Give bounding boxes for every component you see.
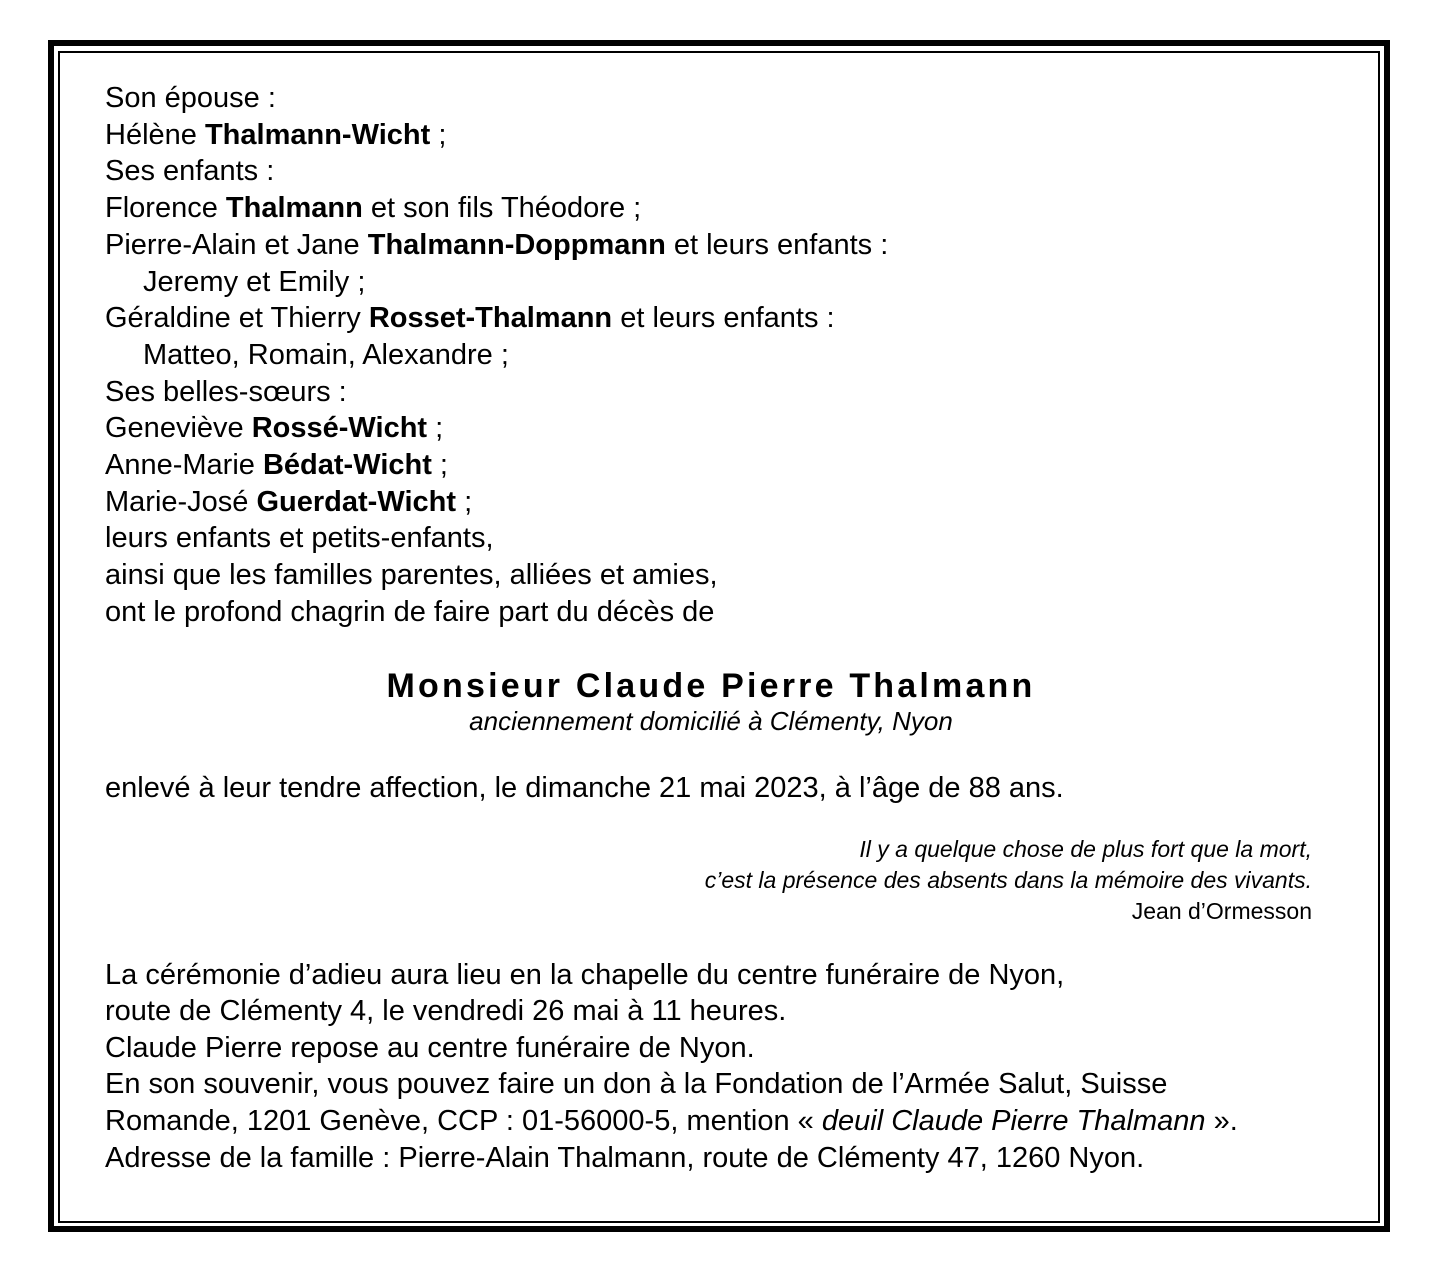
family-list <box>105 80 1365 631</box>
sister-in-law-line-1 <box>105 410 1365 447</box>
child-2-suffix: et leurs enfants : <box>665 228 889 261</box>
child-line-1 <box>105 190 1365 227</box>
ceremony-line-1: La cérémonie d’adieu aura lieu en la chapelle du centre funéraire de Nyon, <box>105 958 1065 991</box>
sister-in-law-line-2 <box>105 447 1365 484</box>
spouse-line <box>105 117 1365 154</box>
deceased-block <box>105 667 1317 737</box>
spouse-suffix: ; <box>430 118 447 151</box>
quote-line-1: Il y a quelque chose de plus fort que la mort, <box>859 835 1312 862</box>
donation-closing-quote: ». <box>1205 1104 1238 1137</box>
descendants-line: leurs enfants et petits-enfants, <box>105 522 494 555</box>
child-3-first-name: Géraldine et Thierry <box>105 302 369 335</box>
deceased-domicile: anciennement domicilié à Clémenty, Nyon <box>469 705 953 736</box>
sister-2-suffix: ; <box>431 449 448 482</box>
sister-3-first-name: Marie-José <box>105 485 257 518</box>
child-line-2 <box>105 227 1365 264</box>
sister-3-suffix: ; <box>456 485 473 518</box>
spouse-surname: Thalmann-Wicht <box>204 118 431 151</box>
families-line: ainsi que les familles parentes, alliées et amies, <box>105 559 718 592</box>
donation-line-2 <box>105 1103 1365 1140</box>
spouse-heading: Son épouse : <box>105 82 276 114</box>
child-3-suffix: et leurs enfants : <box>612 302 835 335</box>
spouse-first-name: Hélène <box>105 118 205 151</box>
ceremony-line-3: Claude Pierre repose au centre funéraire de Nyon. <box>105 1031 755 1064</box>
child-1-suffix: et son fils Théodore ; <box>362 192 642 225</box>
death-date-line: enlevé à leur tendre affection, le dimanche 21 mai 2023, à l’âge de 88 ans. <box>105 771 1064 804</box>
child-line-3 <box>105 300 1365 337</box>
sister-2-first-name: Anne-Marie <box>105 449 263 482</box>
donation-text: Romande, 1201 Genève, CCP : 01-56000-5, mention « <box>105 1104 822 1137</box>
sister-3-surname: Guerdat-Wicht <box>256 485 457 518</box>
ceremony-line-2: route de Clémenty 4, le vendredi 26 mai à 11 heures. <box>105 995 787 1028</box>
children-heading: Ses enfants : <box>105 155 275 188</box>
donation-line-1: En son souvenir, vous pouvez faire un don à la Fondation de l’Armée Salut, Suisse <box>105 1068 1168 1101</box>
announcement-line: ont le profond chagrin de faire part du décès de <box>105 595 715 628</box>
deceased-name: Monsieur Claude Pierre Thalmann <box>386 666 1036 705</box>
sister-1-first-name: Geneviève <box>105 412 252 445</box>
child-3-surname: Rosset-Thalmann <box>368 302 613 335</box>
sister-2-surname: Bédat-Wicht <box>262 449 432 482</box>
child-3-grandchildren: Matteo, Romain, Alexandre ; <box>143 338 509 371</box>
quote-line-2: c’est la présence des absents dans la mémoire des vivants. <box>704 866 1312 893</box>
quote-block <box>105 834 1312 927</box>
sisters-in-law-heading: Ses belles-sœurs : <box>105 375 347 408</box>
child-1-first-name: Florence <box>105 192 226 225</box>
family-address-line: Adresse de la famille : Pierre-Alain Thalmann, route de Clémenty 47, 1260 Nyon. <box>105 1141 1145 1174</box>
ceremony-details <box>105 957 1365 1177</box>
quote-author: Jean d’Ormesson <box>1131 897 1312 924</box>
child-2-grandchildren: Jeremy et Emily ; <box>143 265 366 298</box>
sister-in-law-line-3 <box>105 484 1365 521</box>
child-1-surname: Thalmann <box>225 192 363 225</box>
obituary-notice <box>105 80 1365 1176</box>
sister-1-suffix: ; <box>427 412 444 445</box>
sister-1-surname: Rossé-Wicht <box>251 412 428 445</box>
child-2-first-name: Pierre-Alain et Jane <box>105 228 368 261</box>
donation-mention: deuil Claude Pierre Thalmann <box>821 1104 1206 1137</box>
child-2-surname: Thalmann-Doppmann <box>367 228 666 261</box>
